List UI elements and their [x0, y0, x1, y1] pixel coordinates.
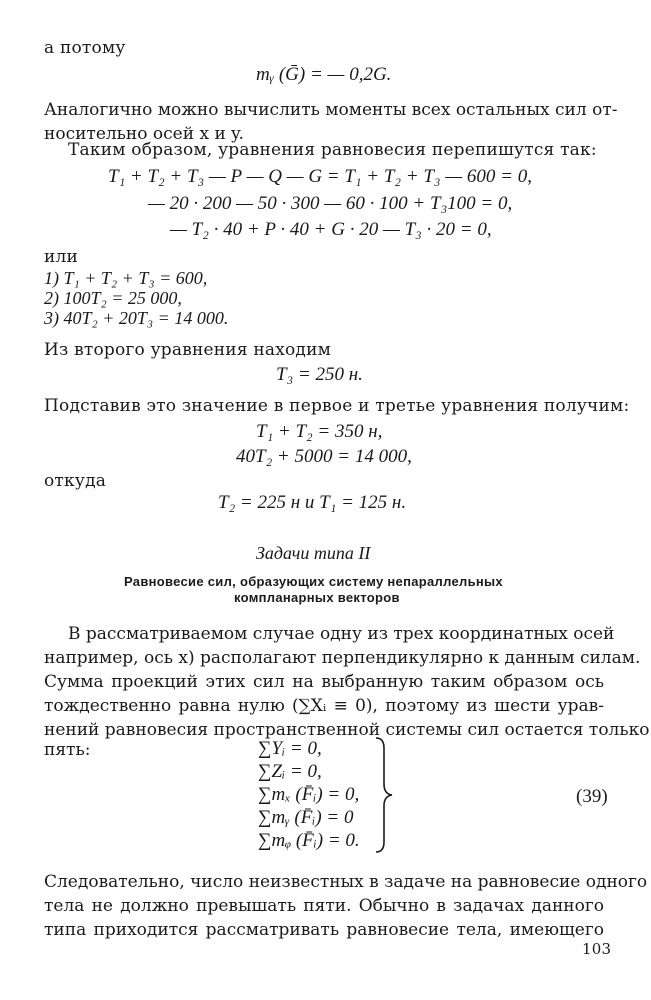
paragraph-line: Аналогично можно вычислить моменты всех остальных сил от- — [44, 100, 618, 120]
paragraph-line: носительно осей x и y. — [44, 124, 244, 144]
paragraph-line: например, ось x) располагают перпендикулярно к данным силам. — [44, 648, 641, 668]
intro-text: а потому — [44, 38, 126, 58]
equation-result: T₂ = 225 н и T₁ = 125 н. — [218, 492, 407, 513]
paragraph-line: Следовательно, число неизвестных в задаче на равновесие одного — [44, 872, 648, 892]
paragraph-line: пять: — [44, 740, 91, 760]
whence-word: откуда — [44, 471, 107, 491]
system-equation-3: — T₂ · 40 + P · 40 + G · 20 — T₃ · 20 = 0, — [170, 219, 492, 240]
equation-moment-g: mᵧ (Ḡ) = — 0,2G. — [256, 64, 392, 85]
equation-system-39 — [258, 737, 360, 852]
page-number: 103 — [582, 940, 612, 958]
numbered-equation-2: 2) 100T₂ = 25 000, — [44, 288, 182, 308]
paragraph-line: нений равновесия пространственной системы сил остается только — [44, 720, 650, 740]
paragraph-thus: Таким образом, уравнения равновесия перепишутся так: — [68, 140, 597, 160]
paragraph-line: тождественно равна нулю (∑Xᵢ ≡ 0), поэтому из шести урав- — [44, 696, 604, 716]
paragraph-conclusion — [44, 870, 648, 942]
system39-row: ∑mᵧ (F̄ᵢ) = 0 — [258, 807, 354, 828]
system-equation-1: T₁ + T₂ + T₃ — P — Q — G = T₁ + T₂ + T₃ — 600 = 0, — [108, 166, 532, 187]
or-word: или — [44, 247, 79, 267]
right-brace-icon — [372, 736, 396, 854]
paragraph-line: Сумма проекций этих сил на выбранную таким образом ось — [44, 672, 604, 692]
subheading-line-2: компланарных векторов — [234, 590, 400, 605]
substituting-text: Подставив это значение в первое и третье уравнения получим: — [44, 396, 630, 416]
from-second-text: Из второго уравнения находим — [44, 340, 332, 360]
system39-row: ∑Zᵢ = 0, — [258, 761, 322, 782]
equation-number: (39) — [576, 786, 608, 807]
subheading-line-1: Равновесие сил, образующих систему непараллельных — [124, 574, 503, 589]
paragraph-line: типа приходится рассматривать равновесие тела, имеющего — [44, 920, 604, 940]
equation-t3: T₃ = 250 н. — [276, 364, 363, 385]
system39-row: ∑mᵩ (F̄ᵢ) = 0. — [258, 830, 360, 851]
paragraph-line: тела не должно превышать пяти. Обычно в задачах данного — [44, 896, 604, 916]
paragraph-analogous — [44, 98, 618, 146]
numbered-equation-3: 3) 40T₂ + 20T₃ = 14 000. — [44, 308, 229, 328]
system-equation-2: — 20 · 200 — 50 · 300 — 60 · 100 + T₃100 = 0, — [148, 193, 513, 214]
numbered-equation-1: 1) T₁ + T₂ + T₃ = 600, — [44, 268, 208, 288]
section-title: Задачи типа II — [256, 543, 371, 563]
paragraph-line: В рассматриваемом случае одну из трех координатных осей — [68, 624, 615, 644]
system39-row: ∑mₓ (F̄ᵢ) = 0, — [258, 784, 360, 805]
equation-sum-t1-t2: T₁ + T₂ = 350 н, — [256, 421, 383, 442]
system39-row: ∑Yᵢ = 0, — [258, 738, 322, 759]
equation-linear: 40T₂ + 5000 = 14 000, — [236, 446, 412, 467]
